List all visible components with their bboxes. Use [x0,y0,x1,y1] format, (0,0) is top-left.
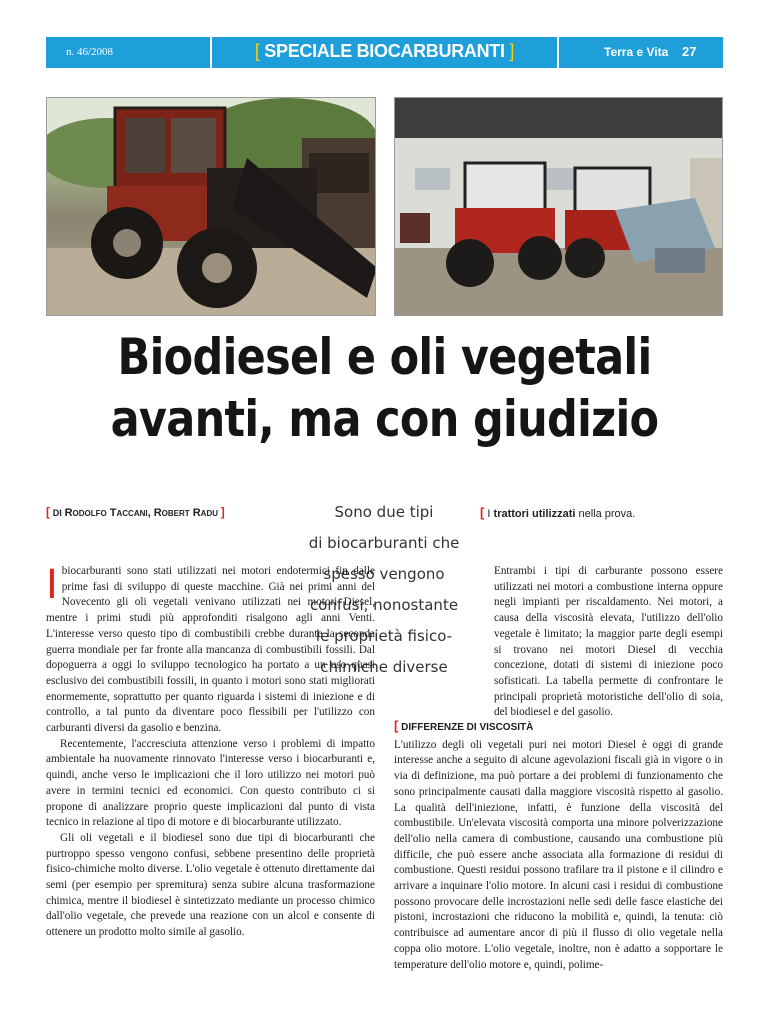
tractor-photo-left [46,97,376,316]
caption-prefix: I [487,508,491,520]
header-divider [557,37,559,68]
pull-quote-line: confusi, nonostante [309,596,459,614]
title-line-2: avanti, ma con giudizio [110,390,659,448]
body-column-2-continued [394,718,723,973]
bracket-open: [ [46,505,50,519]
paragraph: Entrambi i tipi di carburante possono essere utilizzati nei motori a combustione interna oppure negli impianti per riscaldamento. Nei motori, a causa della viscosità elevata, l'utilizzo dell'olio vegetale è limitato; la maggior parte degli esempi si trovano nei motori Diesel di vecchia concezione, dotati di sistemi di iniezione poco sofisticati. La tabella permette di confrontare le principali proprietà motoristiche dell'olio di soia, del biodiesel e del gasolio. [494,565,723,719]
paragraph: L'utilizzo degli oli vegetali puri nei motori Diesel è oggi di grande interesse anche a seguito di alcune agevolazioni fiscali già in vigore o in via di definizione, ma può portare a dei problemi di funzionamento che sono principalmente causati dalla maggiore viscosità rispetto al gasolio. La qualità dell'iniezione, infatti, è funzione della viscosità del combustibile. Un'elevata viscosità comporta una minore polverizzazione dell'olio nella camera di combustione, causando una combustione più difficile, che può essere anche associata alla formazione di residui di combustione. Questi residui possono trafilare tra il pistone e il cilindro e arrivare a inquinare l'olio motore. In alcuni casi i residui di combustione possono provocare delle incrostazioni nelle sedi delle fasce elastiche dei pistoni, incrostazioni che riducono la mobilità e, quindi, la tenuta: ciò contribuisce ad aumentare ancor di più il flusso di olio vegetale nella coppa olio motore. L'olio vegetale, inoltre, non è adatto a sopportare le temperature dell'olio motore e, quindi, polime- [394,738,723,971]
magazine-name: Terra e Vita [604,45,669,59]
body-column-1 [46,564,375,941]
bracket-close: ] [509,41,515,61]
photo-caption [480,505,635,520]
paragraph: Gli oli vegetali e il biodiesel sono due tipi di biocarburanti che purtroppo spesso vengono confusi, sebbene presentino delle proprietà fisico-chimiche molto diverse. L'olio vegetale è ottenuto direttamente dai semi (per esempio per spremitura) senza subire alcuna trasformazione chimica, mentre il biodiesel è sintetizzato mediante un processo chimico dall'olio vegetale, che prevede una reazione con un alcol e consente di ottenere un prodotto molto simile al gasolio. [46,831,375,939]
tractor-illustration [47,98,376,316]
section-label: SPECIALE BIOCARBURANTI [264,41,505,61]
title-line-1: Biodiesel e oli vegetali [117,328,652,386]
pull-quote-line: chimiche diverse [320,658,448,676]
page-number: 27 [682,44,697,59]
pull-quote-line: le proprietà fisico- [315,627,453,645]
tractors-illustration [395,98,723,316]
subheading [394,718,723,736]
byline [46,505,225,519]
caption-rest: nella prova. [578,508,636,520]
paragraph [46,564,375,737]
bracket-open: [ [394,718,399,733]
caption-bold: trattori utilizzati [493,508,576,520]
paragraph-text: biocarburanti sono stati utilizzati nei motori endotermici fin dalle prime fasi di sviluppo di queste macchine. Già nei primi anni del Novecento gli oli vegetali venivano utilizzati nei motori Diesel, mentre i primi studi più approfonditi risalgono agli anni Venti. L'interesse verso questo tipo di combustibili crebbe durante la seconda guerra mondiale per far fronte alla mancanza di combustibili fossili. Dal dopoguerra a oggi lo sviluppo tecnologico ha portato a un uso quasi esclusivo dei combustibili fossili, in quanto i motori sono stati migliorati enormemente, soprattutto per quanto riguarda i sistemi di iniezione e di controllo, a tal punto da diventare poco flessibili per l'utilizzo con carburanti diversi da gasolio e benzina. [46,565,375,735]
drop-cap: I [46,562,58,608]
paragraph: Recentemente, l'accresciuta attenzione verso i problemi di impatto ambientale ha nuovamente rinnovato l'interesse verso i biocarburanti e, quindi, anche verso le implicazioni che il loro utilizzo nei motori può avere in termini tecnici ed economici. Con questo contributo ci si propone di analizzare proprio queste implicazioni dal punto di vista tecnico in relazione al tipo di motore e di biocarburante utilizzato. [46,737,375,829]
article-title [93,326,675,450]
byline-authors: Rodolfo Taccani, Robert Radu [64,507,218,519]
tractors-photo-right [394,97,723,316]
body-column-2 [394,564,723,721]
bracket-open: [ [254,41,260,61]
pull-quote-line: spesso vengono [323,565,445,583]
byline-prefix: DI [52,508,62,518]
issue-number: n. 46/2008 [66,46,114,58]
pull-quote-line: di biocarburanti che [308,534,460,552]
bracket-close: ] [220,505,225,519]
section-title [212,41,557,62]
subheading-text: DIFFERENZE DI VISCOSITÀ [401,722,534,733]
pull-quote-line: Sono due tipi [334,503,434,521]
running-header [46,37,723,68]
bracket-open: [ [480,505,485,520]
